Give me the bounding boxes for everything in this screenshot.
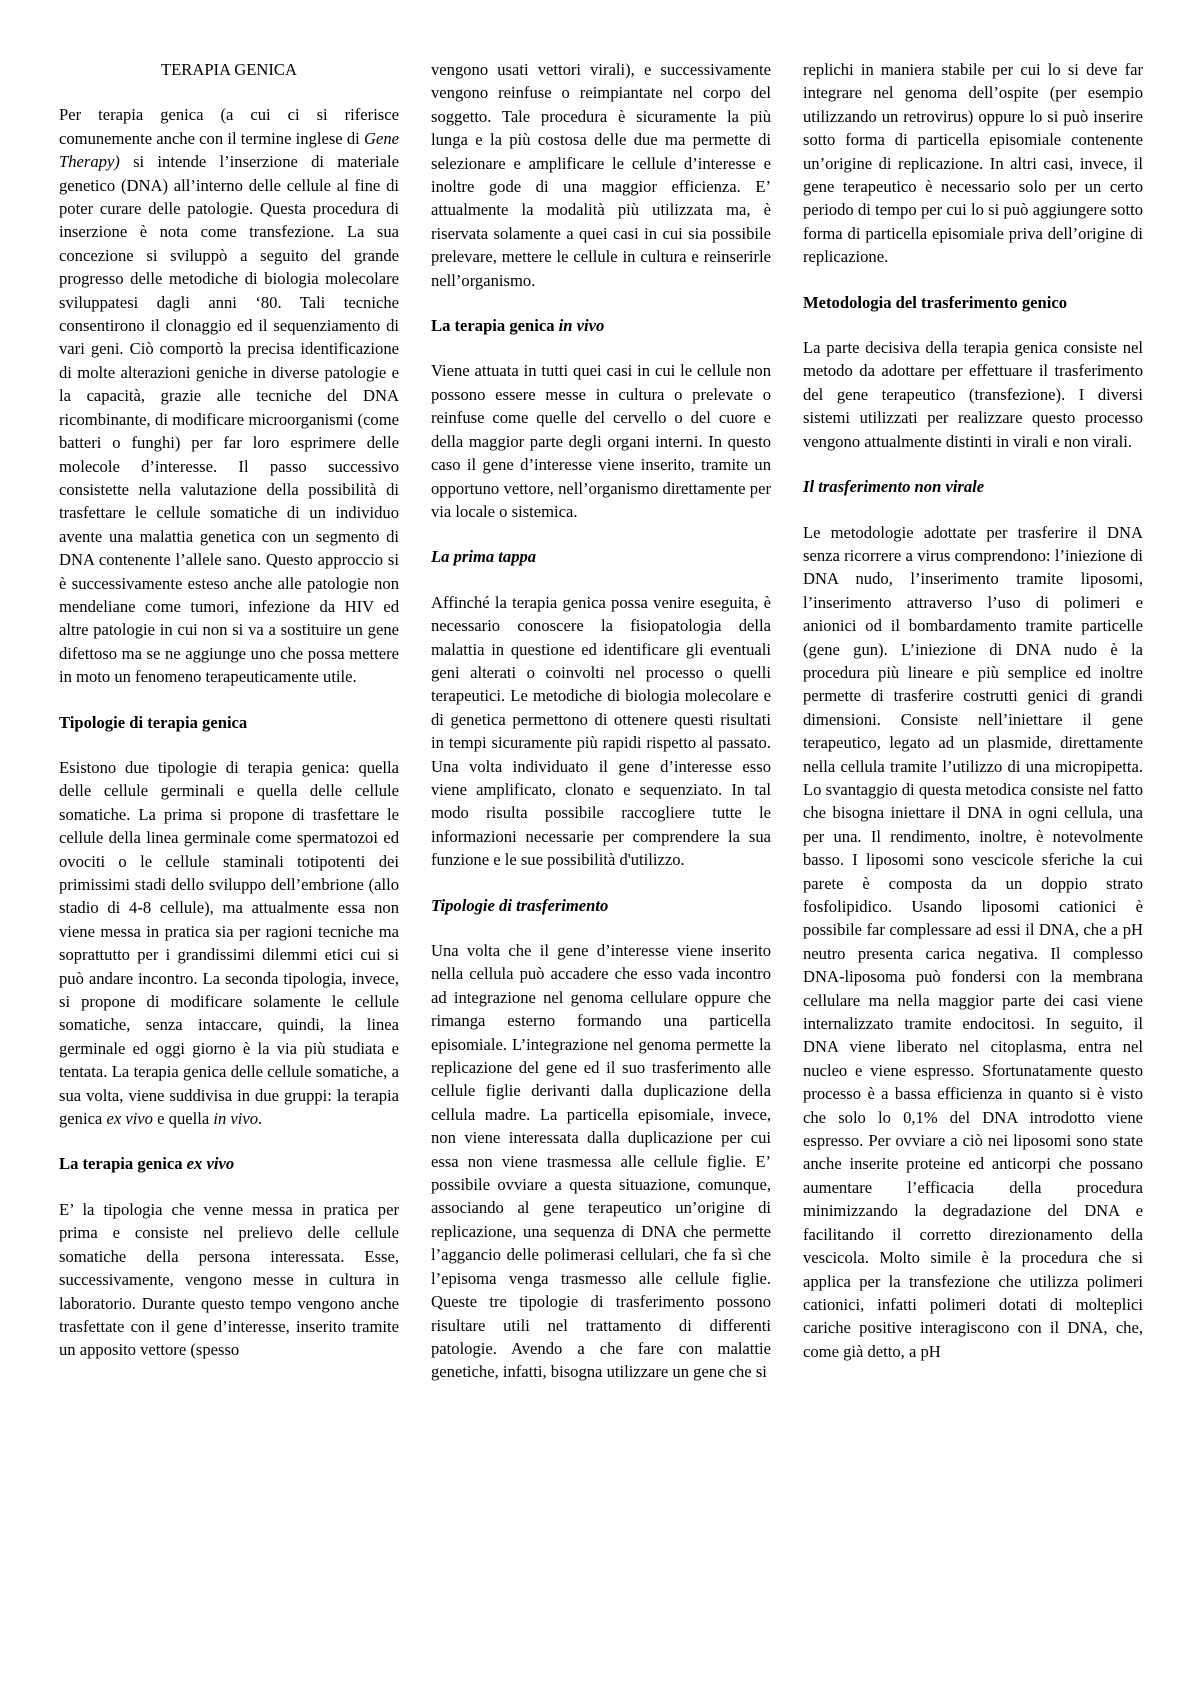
section-heading-exvivo: [59, 1152, 399, 1175]
section-heading-metodologia: Metodologia del trasferimento genico: [803, 292, 1068, 312]
document-title: TERAPIA GENICA: [161, 60, 297, 79]
invivo-paragraph: Viene attuata in tutti quei casi in cui le cellule non possono essere messe in cultura o prelevate o reinfuse come quelle del cervello o del cuore e della maggior parte degli organi interni. In questo caso il gene d’interesse viene inserito, tramite un opportuno vettore, nell’organismo direttamente per via locale o sistemica.: [431, 361, 771, 521]
tipologie-paragraph: [59, 756, 399, 1131]
column-3: [803, 58, 1143, 1698]
intro-text-b: si intende l’inserzione di materiale genetico (DNA) all’interno delle cellule al fine di poter curare delle patologie. Questa procedura di inserzione è nota come transfezione. La sua concezione si sviluppò a seguito del grande progresso delle metodiche di biologia molecolare sviluppatesi dagli anni ‘80. Tali tecniche consentirono il clonaggio ed il sequenziamento di vari geni. Ciò comportò la precisa identificazione di molte alterazioni geniche in diverse patologie e la capacità, grazie alle tecniche del DNA ricombinante, di modificare microorganismi (come batteri o funghi) per far loro esprimere delle molecole d’interesse. Il passo successivo consistette nella valutazione della possibilità di trasfettare le cellule somatiche di un individuo avente una malattia genetica con un segmento di DNA contenente l’allele sano. Questo approccio si è successivamente esteso anche alle patologie non mendeliane come tumori, infezione da HIV ed altre patologie in cui non si va a sostituire un gene difettoso ma se ne aggiunge uno che possa mettere in moto un fenomeno terapeuticamente utile.: [59, 152, 399, 687]
section-heading-prima-tappa: La prima tappa: [431, 547, 537, 567]
section-heading-trasferimento: Tipologie di trasferimento: [431, 895, 609, 915]
tipologie-exvivo-term: ex vivo: [106, 1109, 153, 1129]
section-heading-invivo: [431, 314, 771, 337]
heading-exvivo-term: ex vivo: [186, 1154, 235, 1174]
tipologie-text-mid: e quella: [152, 1109, 214, 1129]
trasferimento-paragraph-continued: replichi in maniera stabile per cui lo si deve far integrare nel genoma dell’ospite (per esempio utilizzando un retrovirus) oppure lo si può inserire sotto forma di particella episomiale contenente un’origine di replicazione. In altri casi, invece, il gene terapeutico è necessario solo per un certo periodo di tempo per cui lo si può aggiungere sotto forma di particella episomiale priva dell’origine di replicazione.: [803, 60, 1143, 267]
column-2: [431, 58, 771, 1698]
metodologia-paragraph: La parte decisiva della terapia genica consiste nel metodo da adottare per effettuare il trasferimento del gene terapeutico (transfezione). I diversi sistemi utilizzati per realizzare questo processo vengono attualmente distinti in virali e non virali.: [803, 338, 1143, 451]
prima-tappa-paragraph: Affinché la terapia genica possa venire eseguita, è necessario conoscere la fisiopatologia della malattia in questione ed identificare gli eventuali geni alterati o coinvolti nel processo o quelli terapeutici. Le metodiche di biologia molecolare e di genetica permettono di ottenere questi risultati in tempi sicuramente più rapidi rispetto al passato. Una volta individuato il gene d’interesse esso viene amplificato, clonato e sequenziato. In tal modo risulta possibile raccogliere tutte le informazioni necessarie per comprendere la sua funzione e le sue possibilità d'utilizzo.: [431, 592, 771, 870]
heading-invivo-term: in vivo: [558, 316, 605, 336]
exvivo-paragraph: E’ la tipologia che venne messa in pratica per prima e consiste nel prelievo delle cellule somatiche della persona interessata. Esse, successivamente, vengono messe in cultura in laboratorio. Durante questo tempo vengono anche trasfettate con il gene d’interesse, inserito tramite un apposito vettore (spesso: [59, 1199, 399, 1360]
tipologie-invivo-term: in vivo: [213, 1109, 259, 1129]
exvivo-paragraph-continued: vengono usati vettori virali), e successivamente vengono reinfuse o reimpiantate nel corpo del soggetto. Tale procedura è sicuramente la più lunga e la più costosa delle due ma permette di selezionare e amplificare le cellule d’interesse e inoltre gode di una maggior efficienza. E’ attualmente la modalità più utilizzata ma, è riservata solamente a quei casi in cui sia possibile prelevare, mettere le cellule in cultura e reinserirle nell’organismo.: [431, 60, 771, 290]
heading-invivo-prefix: La terapia genica: [431, 316, 559, 336]
tipologie-text-a: Esistono due tipologie di terapia genica: quella delle cellule germinali e quella delle cellule somatiche. La prima si propone di trasfettare le cellule della linea germinale come spermatozoi ed ovociti o le cellule staminali totipotenti dei primissimi stadi dello sviluppo dell’embrione (allo stadio di 4-8 cellule), ma attualmente essa non viene messa in pratica sia per ragioni tecniche ma soprattutto per i grandissimi dilemmi etici cui si può andare incontro. La seconda tipologia, invece, si propone di modificare solamente le cellule somatiche, senza intaccare, quindi, la linea germinale ed oggi giorno è la via più studiata e tentata. La terapia genica delle cellule somatiche, a sua volta, viene suddivisa in due gruppi: la terapia genica: [59, 757, 399, 1129]
column-1: [59, 58, 399, 1698]
trasferimento-paragraph: Una volta che il gene d’interesse viene inserito nella cellula può accadere che esso vada incontro ad integrazione nel genoma cellulare oppure che rimanga esterno formando una particella episomiale. L’integrazione nel genoma permette la replicazione del gene ed il suo trasferimento alle cellule figlie derivanti dalla duplicazione della cellula madre. La particella episomiale, invece, non viene interessata dalla duplicazione per cui essa non viene trasmessa alle cellule figlie. E’ possibile ovviare a questa situazione, comunque, associando al gene terapeutico un’origine di replicazione, una sequenza di DNA che permette l’aggancio delle polimerasi cellulari, che fa sì che l’episoma venga trasmesso alle cellule figlie. Queste tre tipologie di trasferimento possono risultare utili nel trattamento di differenti patologie. Avendo a che fare con malattie genetiche, infatti, bisogna utilizzare un gene che si: [431, 941, 771, 1382]
heading-exvivo-prefix: La terapia genica: [59, 1154, 187, 1174]
intro-paragraph: [59, 103, 399, 688]
intro-text-a: Per terapia genica (a cui ci si riferisce comunemente anche con il termine inglese di: [59, 105, 399, 148]
non-virale-paragraph: Le metodologie adottate per trasferire il DNA senza ricorrere a virus comprendono: l’iniezione di DNA nudo, l’inserimento tramite liposomi, l’inserimento attraverso l’uso di polimeri e anionici od il bombardamento tramite particelle (gene gun). L’iniezione di DNA nudo è la procedura più lineare e più semplice ed inoltre permette di trasferire costrutti genici di grandi dimensioni. Consiste nell’iniettare il gene terapeutico, legato ad un plasmide, direttamente nella cellula tramite l’utilizzo di una micropipetta. Lo svantaggio di questa metodica consiste nel fatto che bisogna iniettare il DNA in ogni cellula, una per una. Il rendimento, inoltre, è notevolmente basso. I liposomi sono vescicole sferiche la cui parete è composta da un doppio strato fosfolipidico. Usando liposomi cationici è possibile far complessare ad essi il DNA, che a pH neutro presenta carica negativa. Il complesso DNA-liposoma può fondersi con la membrana cellulare ma nella maggior parte dei casi viene internalizzato tramite endocitosi. In seguito, il DNA viene liberato nel citoplasma, entra nel nucleo e viene espresso. Sfortunatamente questo processo è a bassa efficienza in quanto si è visto che solo lo 0,1% del DNA introdotto viene espresso. Per ovviare a ciò nei liposomi sono state anche inserite proteine ed anticorpi che possano aumentare l’efficacia della procedura minimizzando la degradazione del DNA e facilitando il corretto direzionamento della vescicola. Molto simile è la procedura che si applica per la transfezione che utilizza polimeri cationici, infatti polimeri dotati di molteplici cariche positive interagiscono con il DNA, che, come già detto, a pH: [803, 522, 1143, 1361]
section-heading-non-virale: Il trasferimento non virale: [803, 477, 985, 497]
intro-english-term: Gene Therapy): [59, 128, 399, 172]
section-heading-tipologie: Tipologie di terapia genica: [59, 712, 248, 732]
tipologie-text-end: .: [258, 1109, 263, 1129]
